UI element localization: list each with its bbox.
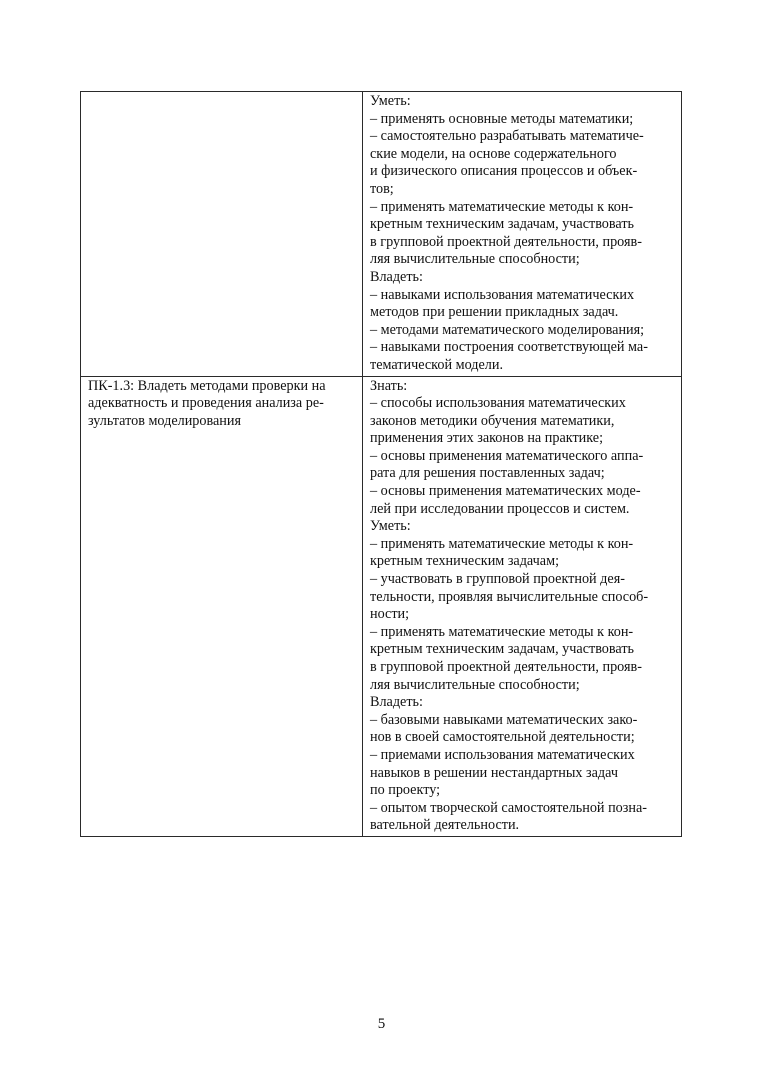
text-line: – основы применения математических моде- <box>370 483 641 500</box>
text-line: вательной деятельности. <box>370 817 520 834</box>
text-line: ности; <box>370 606 410 623</box>
text-line: – навыками использования математических <box>370 286 635 303</box>
text-line: в групповой проектной деятельности, прояв- <box>370 659 642 675</box>
text-line: ляя вычислительные способности; <box>370 251 580 268</box>
text-line: – основы применения математического аппа- <box>370 447 644 464</box>
text-line: – применять математические методы к кон- <box>370 623 634 640</box>
text-line: – навыками построения соответствующей ма- <box>370 339 648 356</box>
text-line: – применять математические методы к кон- <box>370 535 634 552</box>
text-line: – опытом творческой самостоятельной позна- <box>370 799 647 816</box>
text-line: Владеть: <box>370 694 423 711</box>
competency-line: адекватность и проведения анализа ре- <box>88 395 324 412</box>
competency-line: зультатов моделирования <box>88 412 241 429</box>
text-line: применения этих законов на практике; <box>370 430 604 447</box>
text-line: – методами математического моделирования; <box>370 321 645 338</box>
text-line: Уметь: <box>370 93 411 109</box>
competency-line: ПК-1.3: Владеть методами проверки на <box>88 377 326 394</box>
text-line: кретным техническим задачам, участвовать <box>370 216 634 233</box>
text-line: методов при решении прикладных задач. <box>370 304 619 321</box>
text-line: ские модели, на основе содержательного <box>370 145 617 162</box>
competency-cell <box>81 376 363 836</box>
text-line: кретным техническим задачам; <box>370 553 560 570</box>
competency-cell <box>81 92 363 377</box>
text-line: – способы использования математических <box>370 395 626 412</box>
text-line: – приемами использования математических <box>370 746 635 763</box>
table-row <box>81 92 682 377</box>
text-line: ляя вычислительные способности; <box>370 676 580 693</box>
text-line: тов; <box>370 180 394 197</box>
outcomes-cell <box>363 376 682 836</box>
text-line: – применять основные методы математики; <box>370 110 634 127</box>
text-line: и физического описания процессов и объек- <box>370 163 638 180</box>
text-line: – участвовать в групповой проектной дея- <box>370 571 625 588</box>
text-line: по проекту; <box>370 782 441 799</box>
text-line: – самостоятельно разрабатывать математиче- <box>370 128 644 145</box>
text-line: Владеть: <box>370 268 423 285</box>
competency-table <box>80 91 682 837</box>
text-line: тематической модели. <box>370 356 503 373</box>
text-line: навыков в решении нестандартных задач <box>370 764 618 781</box>
text-line: – применять математические методы к кон- <box>370 198 634 215</box>
text-line: рата для решения поставленных задач; <box>370 465 605 482</box>
text-line: лей при исследовании процессов и систем. <box>370 500 630 517</box>
outcomes-cell <box>363 92 682 377</box>
text-line: законов методики обучения математики, <box>370 412 615 429</box>
table-row <box>81 376 682 836</box>
text-line: нов в своей самостоятельной деятельности; <box>370 729 635 746</box>
text-line: кретным техническим задачам, участвовать <box>370 641 634 658</box>
text-line: Знать: <box>370 377 408 394</box>
text-line: – базовыми навыками математических зако- <box>370 711 638 728</box>
text-line: в групповой проектной деятельности, прояв- <box>370 233 642 250</box>
text-line: Уметь: <box>370 518 411 535</box>
text-line: тельности, проявляя вычислительные способ- <box>370 588 649 605</box>
page-number: 5 <box>377 1016 386 1032</box>
